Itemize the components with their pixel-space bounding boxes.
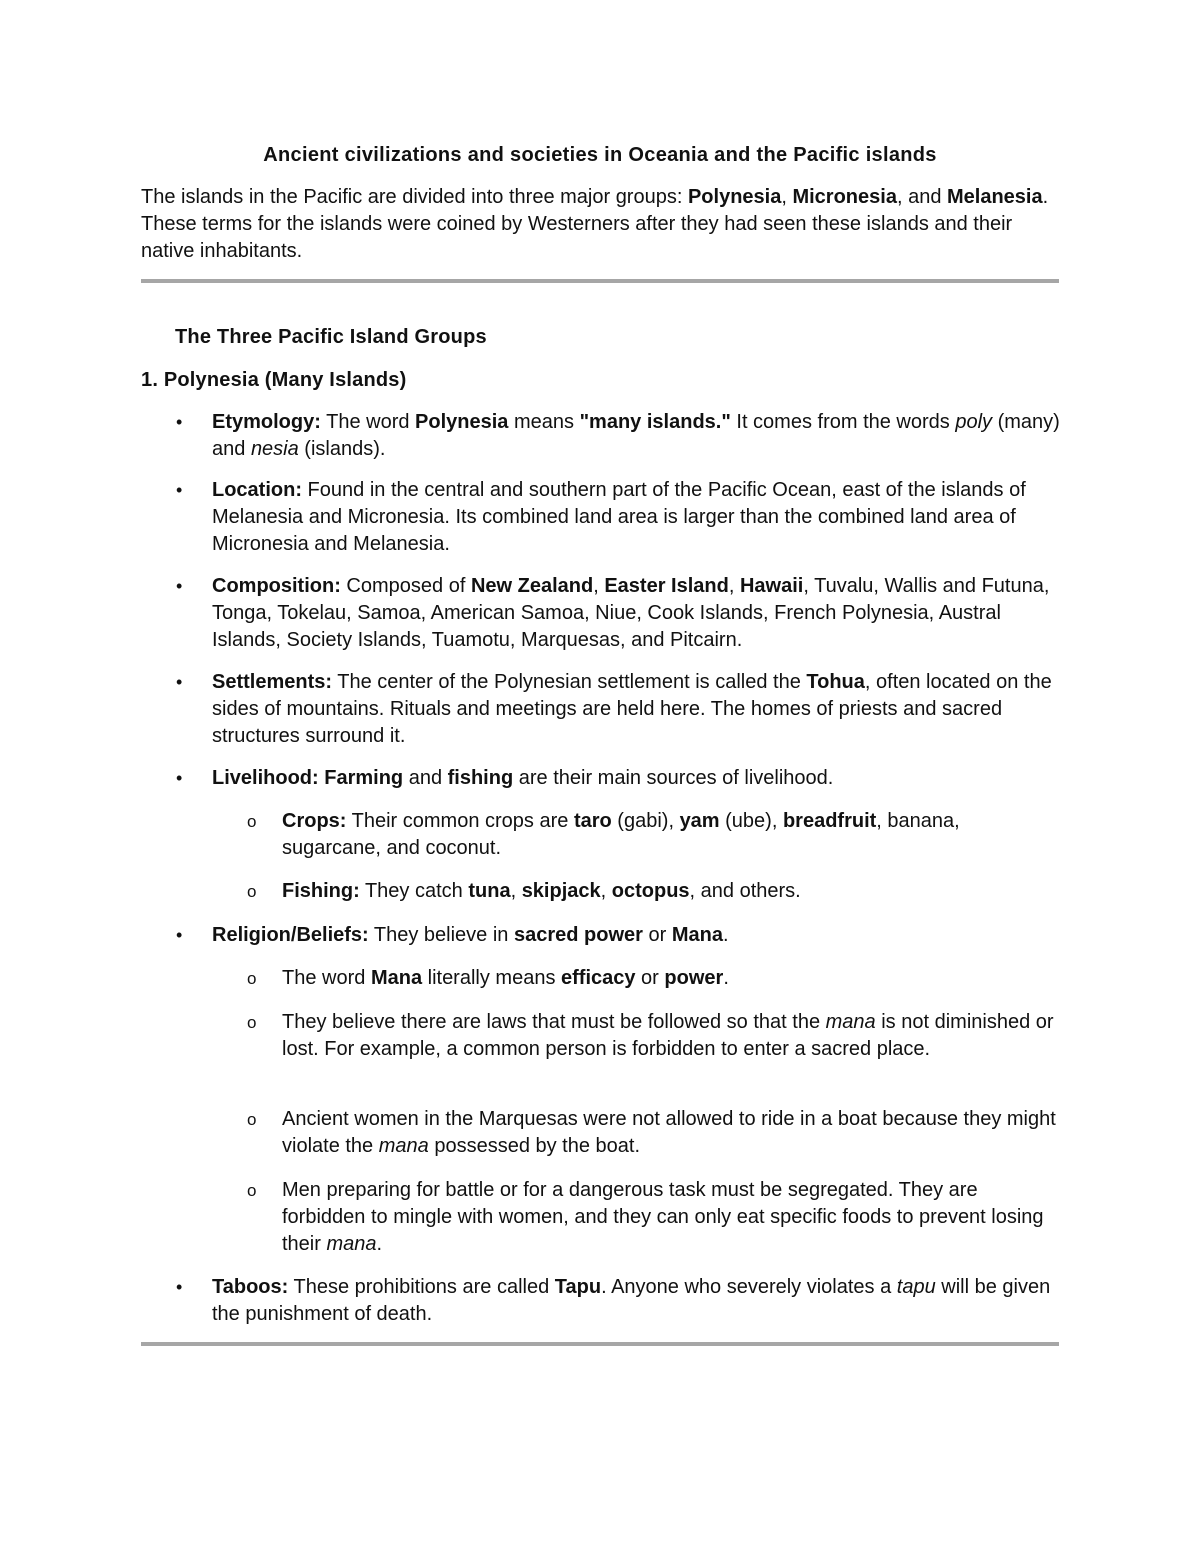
list-item-religion: Religion/Beliefs: They believe in sacred power or Mana. — [212, 924, 729, 946]
bullet-icon: • — [176, 1277, 183, 1297]
intro-paragraph — [141, 184, 1059, 265]
intro-text: The islands in the Pacific are divided into three major groups: — [141, 186, 688, 208]
bullet-icon: • — [176, 576, 183, 596]
horizontal-rule-top — [141, 279, 1059, 283]
list-item-etymology: Etymology: The word Polynesia means "many islands." It comes from the words poly (many) and nesia (islands). — [212, 411, 1060, 460]
sub-bullet-icon: o — [247, 812, 257, 831]
term-melanesia: Melanesia — [947, 186, 1043, 208]
term-micronesia: Micronesia — [792, 186, 897, 208]
sub-bullet-icon: o — [247, 969, 257, 988]
subsection-title: 1. Polynesia (Many Islands) — [141, 369, 407, 391]
list-item-livelihood: Livelihood: Farming and fishing are their main sources of livelihood. — [212, 767, 834, 789]
list-item-location: Location: Found in the central and southern part of the Pacific Ocean, east of the islands of Melanesia and Micronesia. Its combined land area is larger than the combined land area of Micronesia and Melanesia. — [212, 479, 1026, 555]
list-item-settlements: Settlements: The center of the Polynesian settlement is called the Tohua, often located on the sides of mountains. Rituals and meetings are held here. The homes of priests and sacred structures surround it. — [212, 671, 1052, 747]
sub-item-crops: Crops: Their common crops are taro (gabi), yam (ube), breadfruit, banana, sugarcane, and coconut. — [282, 810, 960, 859]
sub-bullet-icon: o — [247, 1110, 257, 1129]
sub-bullet-icon: o — [247, 1181, 257, 1200]
sub-item-mana-meaning: The word Mana literally means efficacy or power. — [282, 967, 729, 989]
bullet-icon: • — [176, 672, 183, 692]
sub-item-fishing: Fishing: They catch tuna, skipjack, octopus, and others. — [282, 880, 801, 902]
list-item-composition: Composition: Composed of New Zealand, Easter Island, Hawaii, Tuvalu, Wallis and Futuna, Tonga, Tokelau, Samoa, American Samoa, Niue, Cook Islands, French Polynesia, Austral Islands, Society Islands, Tuamotu, Marquesas, and Pitcairn. — [212, 575, 1050, 651]
sub-bullet-icon: o — [247, 1013, 257, 1032]
bullet-icon: • — [176, 925, 183, 945]
section-title: The Three Pacific Island Groups — [175, 326, 487, 348]
intro-text: , — [781, 186, 793, 208]
list-item-taboos: Taboos: These prohibitions are called Tapu. Anyone who severely violates a tapu will be given the punishment of death. — [212, 1276, 1051, 1325]
intro-text: , and — [896, 186, 947, 208]
sub-item-mana-laws: They believe there are laws that must be followed so that the mana is not diminished or lost. For example, a common person is forbidden to enter a sacred place. — [282, 1011, 1054, 1060]
intro-text: . These terms for the islands were coined by Westerners after they had seen these islands and their native inhabitants. — [141, 186, 1049, 262]
bullet-icon: • — [176, 480, 183, 500]
term-polynesia: Polynesia — [687, 186, 782, 208]
sub-bullet-icon: o — [247, 882, 257, 901]
document-title: Ancient civilizations and societies in Oceania and the Pacific islands — [263, 144, 937, 166]
bullet-icon: • — [176, 768, 183, 788]
bullet-icon: • — [176, 412, 183, 432]
sub-item-mana-women: Ancient women in the Marquesas were not allowed to ride in a boat because they might violate the mana possessed by the boat. — [282, 1108, 1056, 1157]
horizontal-rule-bottom — [141, 1342, 1059, 1346]
sub-item-mana-men: Men preparing for battle or for a dangerous task must be segregated. They are forbidden to mingle with women, and they can only eat specific foods to prevent losing their mana. — [282, 1179, 1044, 1255]
